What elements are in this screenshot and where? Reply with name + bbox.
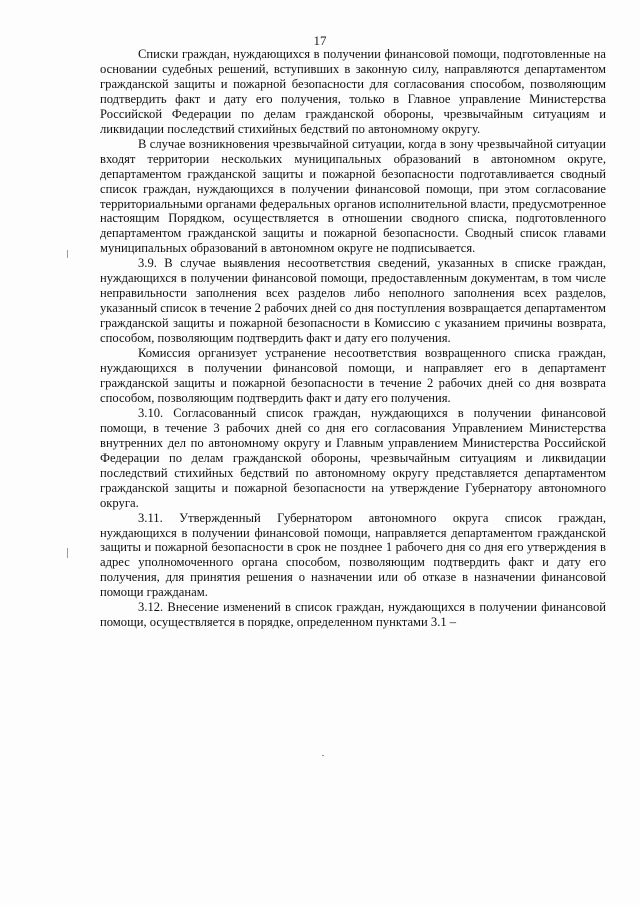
paragraph-3-9: 3.9. В случае выявления несоответствия сведений, указанных в списке граждан, нуждающихся в получении финансовой помощи, предоставленным документам, в том числе неправильности заполнения всех разделов либо неполного заполнения всех разделов, указанный список в течение 2 рабочих дней со дня поступления возвращается департаментом гражданской защиты и пожарной безопасности в Комиссию с указанием причины возврата, способом, позволяющим подтвердить факт и дату его получения. [100,256,606,346]
paragraph-3-10: 3.10. Согласованный список граждан, нуждающихся в получении финансовой помощи, в течение 3 рабочих дней со дня его согласования Управлением Министерства внутренних дел по автономному округу и Главным управлением Министерства Российской Федерации по делам гражданской обороны, чрезвычайным ситуациям и ликвидации последствий стихийных бедствий по автономному округу представляется департаментом гражданской защиты и пожарной безопасности на утверждение Губернатору автономного округа. [100,405,606,510]
paragraph-commission-correction: Комиссия организует устранение несоответствия возвращенного списка граждан, нуждающихся в получении финансовой помощи, и направляет его в департамент гражданской защиты и пожарной безопасности в течение 2 рабочих дней со дня возврата способом, позволяющим подтвердить факт и дату его получения. [100,346,606,405]
paragraph-court-decisions-lists: Списки граждан, нуждающихся в получении финансовой помощи, подготовленные на основании судебных решений, вступивших в законную силу, направляются департаментом гражданской защиты и пожарной безопасности для согласования способом, позволяющим подтвердить факт и дату его получения, только в Главное управление Министерства Российской Федерации по делам гражданской обороны, чрезвычайным ситуациям и ликвидации последствий стихийных бедствий по автономному округу. [100,47,606,136]
scan-artifact-mark [67,250,68,258]
scan-artifact-mark [67,548,68,558]
paragraph-3-12: 3.12. Внесение изменений в список граждан, нуждающихся в получении финансовой помощи, осуществляется в порядке, определенном пунктами 3.1 – [100,600,606,630]
paragraph-emergency-consolidated-list: В случае возникновения чрезвычайной ситуации, когда в зону чрезвычайной ситуации входят территории нескольких муниципальных образований в автономном округе, департаментом гражданской защиты и пожарной безопасности подготавливается сводный список граждан, нуждающихся в получении финансовой помощи, при этом согласование территориальными органами федеральных органов исполнительной власти, предусмотренное настоящим Порядком, осуществляется в отношении сводного списка, подготовленного департаментом гражданской защиты и пожарной безопасности. Сводный список главами муниципальных образований в автономном округе не подписывается. [100,136,606,256]
page-number: 17 [313,33,327,48]
paragraph-3-11: 3.11. Утвержденный Губернатором автономного округа список граждан, нуждающихся в получении финансовой помощи, направляется департаментом гражданской защиты и пожарной безопасности в срок не позднее 1 рабочего дня со дня его утверждения в адрес уполномоченного органа способом, позволяющим подтвердить факт и дату его получения, для принятия решения о назначении или об отказе в назначении финансовой помощи гражданам. [100,510,606,600]
document-body [100,47,606,630]
scan-artifact-dot [322,755,324,756]
